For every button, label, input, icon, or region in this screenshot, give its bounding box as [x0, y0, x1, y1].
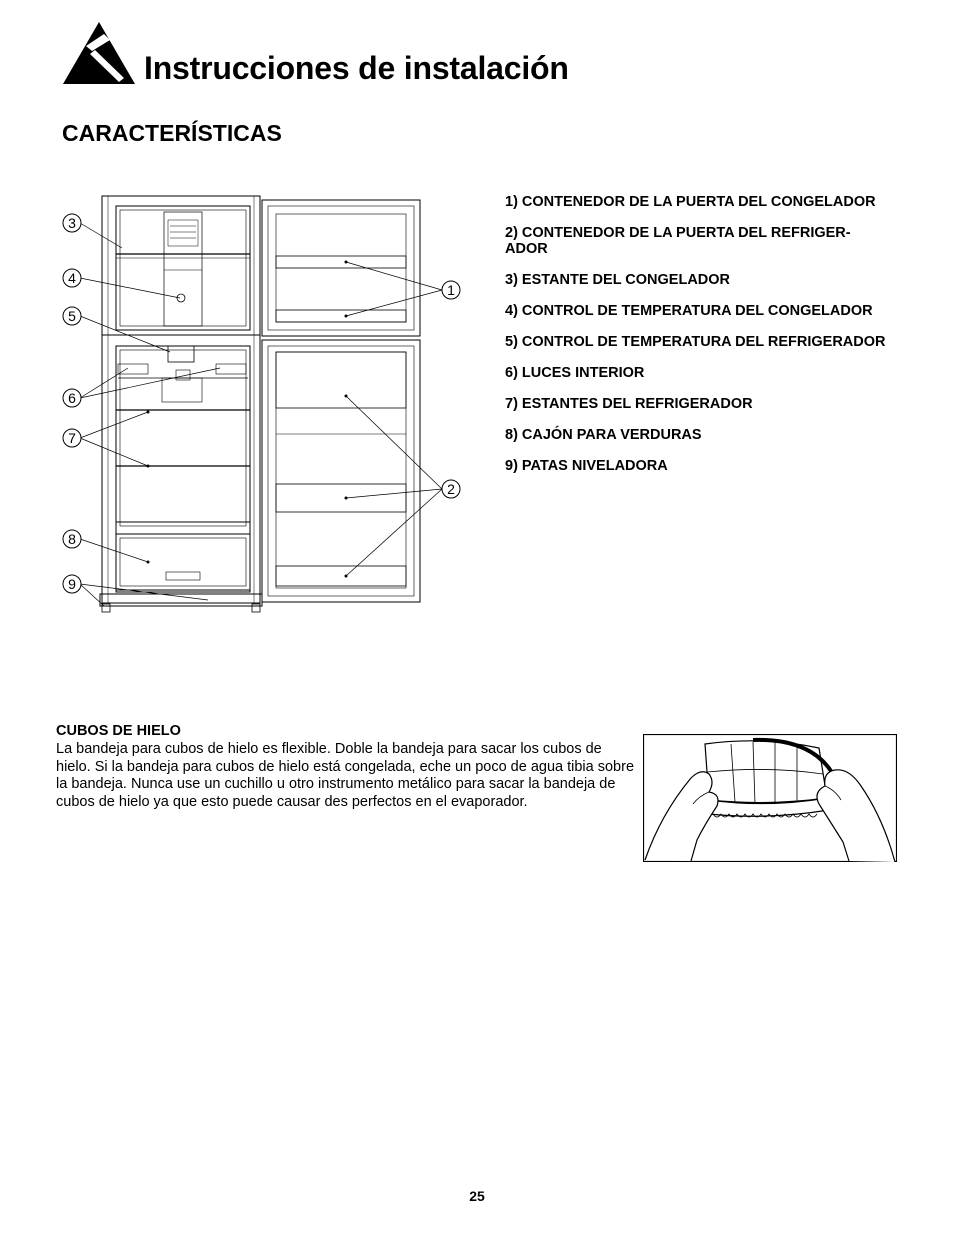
- svg-text:4: 4: [68, 270, 76, 286]
- right-hand: [817, 770, 895, 862]
- feature-item: 7) ESTANTES DEL REFRIGERADOR: [505, 396, 753, 412]
- fridge-door-bin: [276, 484, 406, 512]
- section-title: CARACTERÍSTICAS: [62, 120, 282, 146]
- freezer-door-bin: [276, 310, 406, 322]
- feature-item: 3) ESTANTE DEL CONGELADOR: [505, 272, 731, 288]
- fridge-door-bin: [276, 566, 406, 586]
- callout-4: [63, 269, 81, 287]
- hammer-warning-icon: [62, 20, 136, 86]
- callout-2: [442, 480, 460, 498]
- feature-item: 8) CAJÓN PARA VERDURAS: [505, 427, 702, 443]
- callout-3: [63, 214, 81, 232]
- feature-item: 9) PATAS NIVELADORA: [505, 458, 668, 474]
- svg-text:5: 5: [68, 308, 76, 324]
- callout-1: [442, 281, 460, 299]
- feature-item: 4) CONTROL DE TEMPERATURA DEL CONGELADOR: [505, 303, 873, 319]
- left-hand: [645, 772, 718, 861]
- callout-5: [63, 307, 81, 325]
- fridge-door-bin: [276, 352, 406, 408]
- svg-text:1: 1: [447, 282, 455, 298]
- features-list: [505, 194, 925, 489]
- feature-item: 2) CONTENEDOR DE LA PUERTA DEL REFRIGER- ADOR: [505, 225, 851, 257]
- refrigerator-diagram: [58, 188, 468, 618]
- ice-tray-illustration: [643, 734, 897, 862]
- cabinet-outline: [102, 196, 260, 603]
- freezer-door-bin: [276, 256, 406, 268]
- feature-item: 6) LUCES INTERIOR: [505, 365, 645, 381]
- ice-cubes-body: La bandeja para cubos de hielo es flexible. Doble la bandeja para sacar los cubos de hielo. Si la bandeja para cubos de hielo está congelada, eche un poco de agua tibia sobre la bandeja. Nunca use un cuchillo u otro instrumento metálico para sacar la bandeja de cubos de hielo ya que esto puede causar des perfectos en el evaporador.: [56, 741, 635, 810]
- fridge-door: [262, 340, 420, 602]
- feature-item: 1) CONTENEDOR DE LA PUERTA DEL CONGELADOR: [505, 194, 876, 210]
- svg-text:6: 6: [68, 390, 76, 406]
- leveling-leg: [252, 604, 260, 612]
- svg-text:7: 7: [68, 430, 76, 446]
- fridge-compartment: [116, 346, 250, 592]
- svg-text:3: 3: [68, 215, 76, 231]
- callout-8: [63, 530, 81, 548]
- svg-text:2: 2: [447, 481, 455, 497]
- page-title: Instrucciones de instalación: [144, 50, 569, 86]
- callout-7: [63, 429, 81, 447]
- freezer-compartment: [116, 206, 250, 330]
- callout-9: [63, 575, 81, 593]
- svg-text:9: 9: [68, 576, 76, 592]
- ice-cubes-title: CUBOS DE HIELO: [56, 723, 181, 739]
- svg-text:8: 8: [68, 531, 76, 547]
- crisper-drawer: [116, 534, 250, 590]
- callout-6: [63, 389, 81, 407]
- feature-item: 5) CONTROL DE TEMPERATURA DEL REFRIGERADOR: [505, 334, 886, 350]
- page-number: 25: [469, 1188, 485, 1204]
